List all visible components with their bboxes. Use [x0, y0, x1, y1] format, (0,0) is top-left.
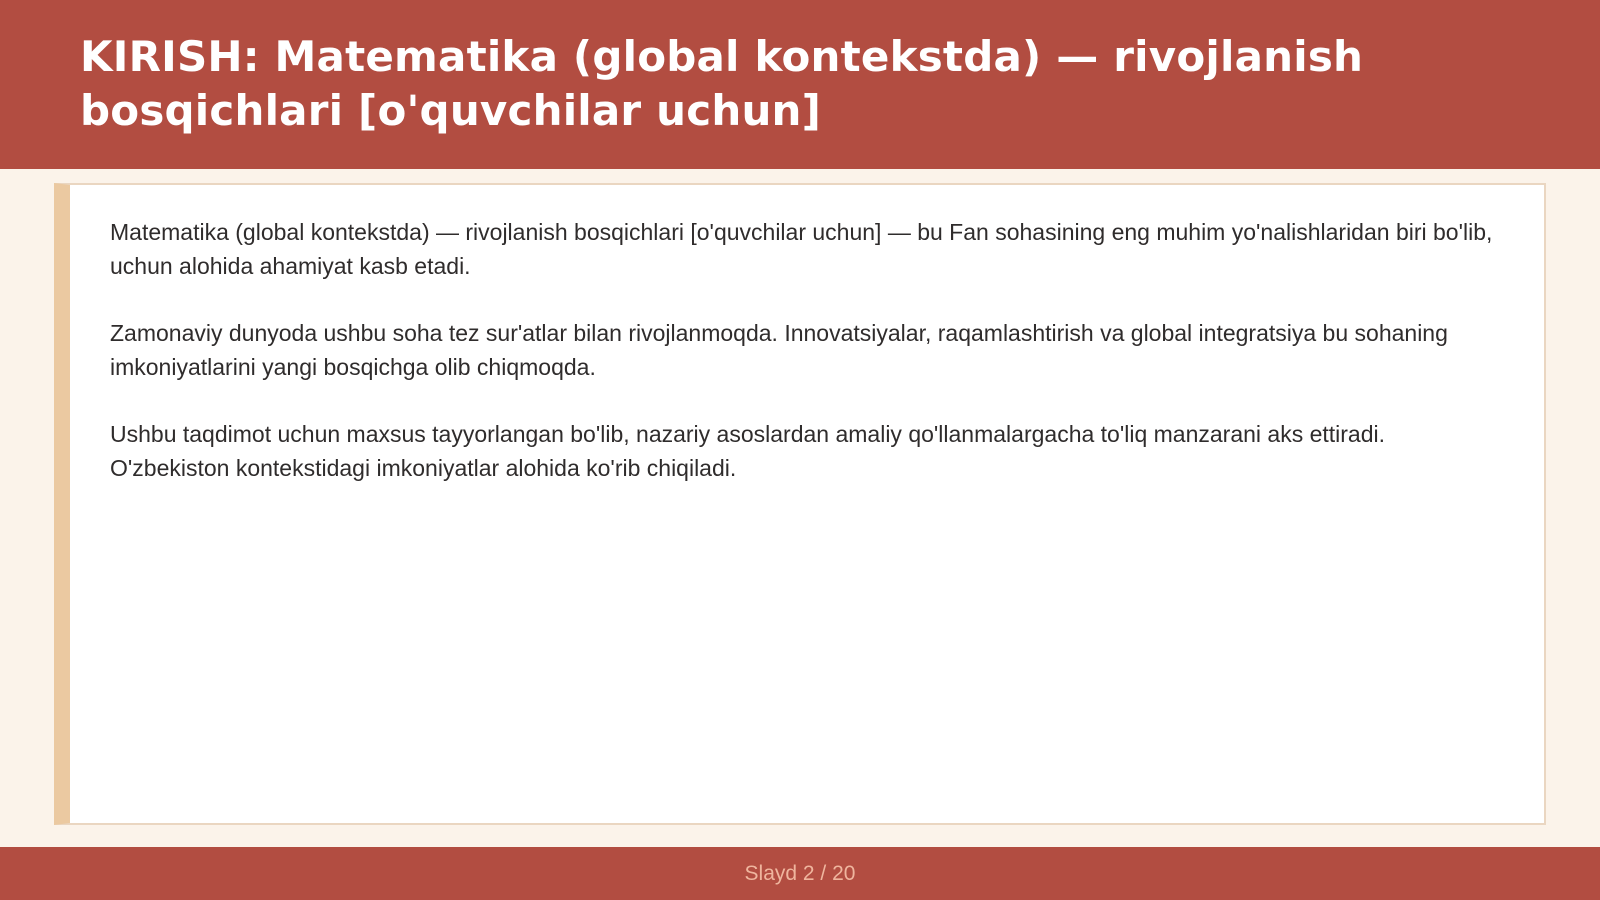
paragraph-modern-world: Zamonaviy dunyoda ushbu soha tez sur'atlar bilan rivojlanmoqda. Innovatsiyalar, raqamlashtirish va global integratsiya bu sohaning imkoniyatlarini yangi bosqichga olib chiqmoqda.: [110, 320, 1448, 380]
slide-number: Slayd 2 / 20: [744, 861, 856, 885]
slide-footer: [0, 847, 1600, 900]
paragraph-presentation-purpose: Ushbu taqdimot uchun maxsus tayyorlangan bo'lib, nazariy asoslardan amaliy qo'llanmalargacha to'liq manzarani aks ettiradi. O'zbekiston kontekstidagi imkoniyatlar alohida ko'rib chiqiladi.: [110, 421, 1386, 481]
content-card: [54, 183, 1546, 825]
paragraph-intro: Matematika (global kontekstda) — rivojlanish bosqichlari [o'quvchilar uchun] — bu Fan sohasining eng muhim yo'nalishlaridan biri bo'lib, uchun alohida ahamiyat kasb etadi.: [110, 219, 1493, 279]
slide-title: KIRISH: Matematika (global kontekstda) — rivojlanish bosqichlari [o'quvchilar uchun]: [80, 32, 1364, 135]
slide-header: [0, 0, 1600, 169]
